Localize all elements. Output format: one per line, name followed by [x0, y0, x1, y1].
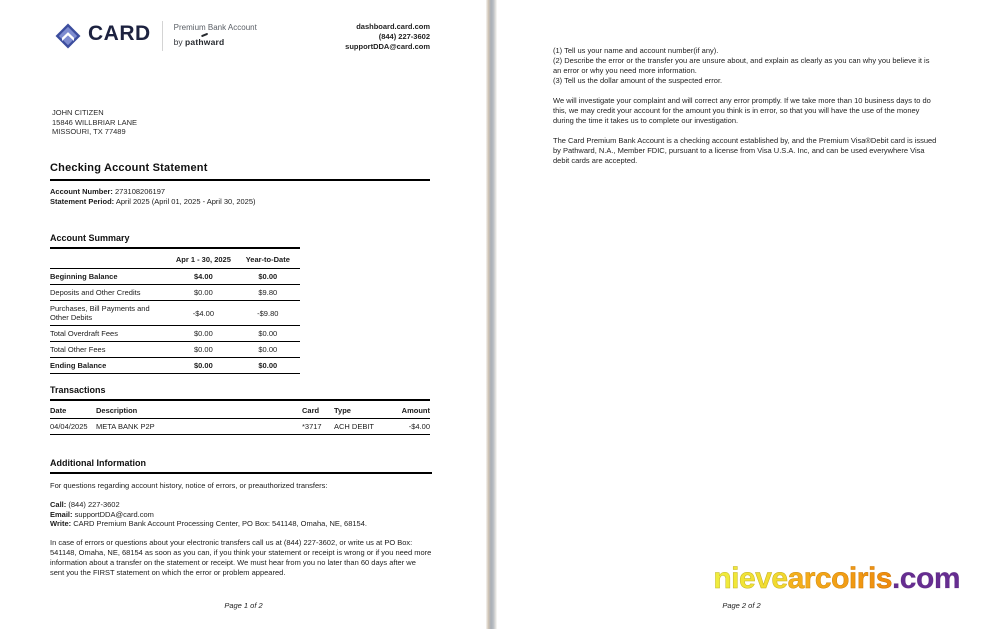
table-row [50, 285, 300, 301]
recipient-address-line1: 15846 WILLBRIAR LANE [52, 117, 138, 127]
account-number-value: 273108206197 [115, 187, 166, 196]
txn-type: ACH DEBIT [334, 419, 390, 435]
step-3: (3) Tell us the dollar amount of the suspected error. [553, 76, 723, 85]
statement-period-label: Statement Period: [50, 197, 115, 206]
recipient-address-line2: MISSOURI, TX 77489 [52, 127, 126, 137]
row-label: Purchases, Bill Payments and Other Debits [50, 301, 171, 326]
disclosure-paragraph: The Card Premium Bank Account is a checking account established by, and the Premium Visa®Debit card is issued by Pathward, N.A., Member FDIC, pursuant to a license from Visa U.S.A. Inc, and can be used everywhere Visa debit cards are accepted. [553, 136, 937, 165]
email-value: supportDDA@card.com [74, 509, 154, 519]
col-amount: Amount [390, 401, 430, 419]
watermark-part-orange: arcoiris [787, 562, 892, 595]
page-spine-divider [486, 0, 497, 629]
step-2: (2) Describe the error or the transfer you are unsure about, and explain as clearly as you can why you believe it is an error or why you need more information. [553, 56, 930, 75]
watermark-part-purple: .com [891, 562, 960, 595]
row-label: Ending Balance [50, 358, 171, 374]
col-date: Date [50, 401, 96, 419]
table-row [50, 419, 430, 435]
account-summary-section [50, 233, 300, 374]
row-ytd-value: $0.00 [236, 358, 300, 374]
row-ytd-value: $0.00 [236, 342, 300, 358]
contact-methods [50, 500, 432, 529]
product-name: Premium Bank Account [173, 23, 257, 32]
statement-title-block [50, 162, 430, 207]
issuer-email: supportDDA@card.com [345, 42, 430, 51]
statement-period-value: April 2025 (April 01, 2025 - April 30, 2025) [115, 197, 256, 206]
additional-info-heading: Additional Information [50, 458, 432, 474]
write-value: CARD Premium Bank Account Processing Center, PO Box: 541148, Omaha, NE, 68154. [73, 519, 367, 529]
row-period-value: $4.00 [171, 269, 235, 285]
step-1: (1) Tell us your name and account number(if any). [553, 46, 719, 55]
row-ytd-value: $0.00 [236, 269, 300, 285]
email-line [50, 510, 432, 520]
row-period-value: $0.00 [171, 358, 235, 374]
summary-col-period: Apr 1 - 30, 2025 [171, 249, 235, 269]
summary-header-row [50, 249, 300, 269]
card-diamond-icon [55, 23, 81, 49]
write-line [50, 519, 432, 529]
account-meta [50, 187, 430, 207]
account-summary-heading: Account Summary [50, 233, 300, 249]
row-period-value: $0.00 [171, 326, 235, 342]
page2-footer: Page 2 of 2 [722, 601, 761, 610]
account-number-line [50, 187, 430, 197]
brand-name: CARD [88, 22, 151, 45]
summary-col-empty [50, 249, 171, 269]
transactions-header-row [50, 401, 430, 419]
recipient-name: JOHN CITIZEN [52, 108, 104, 117]
call-label: Call: [50, 499, 67, 509]
statement-title: Checking Account Statement [50, 162, 430, 181]
watermark-part-yellow: nieve [713, 562, 788, 595]
table-row [50, 326, 300, 342]
txn-date: 04/04/2025 [50, 419, 96, 435]
transactions-heading: Transactions [50, 385, 430, 401]
row-label: Beginning Balance [50, 269, 171, 285]
byline-brand: pathward [185, 37, 225, 47]
additional-info-section [50, 458, 432, 577]
row-ytd-value: $9.80 [236, 285, 300, 301]
row-period-value: $0.00 [171, 342, 235, 358]
row-ytd-value: $0.00 [236, 326, 300, 342]
txn-card: *3717 [302, 419, 334, 435]
write-label: Write: [50, 519, 72, 529]
page2-text-block [553, 46, 937, 176]
card-logo [55, 21, 257, 51]
recipient-address-block [52, 108, 137, 137]
row-ytd-value: -$9.80 [236, 301, 300, 326]
transactions-section [50, 385, 430, 435]
statement-page-1 [0, 0, 487, 629]
issuer-phone: (844) 227-3602 [378, 32, 430, 41]
col-card: Card [302, 401, 334, 419]
row-period-value: -$4.00 [171, 301, 235, 326]
issuer-contact-block [345, 22, 430, 52]
call-value: (844) 227-3602 [68, 499, 120, 509]
product-block [174, 21, 257, 47]
byline-prefix: by [173, 37, 183, 47]
txn-amount: -$4.00 [390, 419, 430, 435]
row-period-value: $0.00 [171, 285, 235, 301]
additional-info-intro: For questions regarding account history, notice of errors, or preauthorized transfers: [50, 481, 328, 490]
brand-divider [162, 21, 163, 51]
page1-footer: Page 1 of 2 [224, 601, 263, 610]
error-reporting-steps [553, 46, 937, 86]
col-type: Type [334, 401, 390, 419]
row-label: Total Overdraft Fees [50, 326, 171, 342]
error-instructions-paragraph: In case of errors or questions about your electronic transfers call us at (844) 227-3602, or write us at PO Box: 541148, Omaha, NE, 68154 as soon as you can, if you think your statement or receipt is wrong or if you need more information about a transfer on the statement or receipt. We must hear from you no later than 60 days after we sent you the FIRST statement on which the error or problem appeared. [50, 538, 432, 577]
statement-page-2 [497, 0, 986, 629]
call-line [50, 500, 432, 510]
txn-description: META BANK P2P [96, 419, 302, 435]
summary-col-ytd: Year-to-Date [236, 249, 300, 269]
email-label: Email: [50, 509, 73, 519]
table-row [50, 358, 300, 374]
row-label: Total Other Fees [50, 342, 171, 358]
col-description: Description [96, 401, 302, 419]
watermark-nievearcoiris [713, 562, 960, 596]
row-label: Deposits and Other Credits [50, 285, 171, 301]
transactions-table [50, 401, 430, 435]
account-summary-table [50, 249, 300, 374]
pathward-byline [174, 37, 257, 47]
statement-period-line [50, 197, 430, 207]
issuer-website: dashboard.card.com [356, 22, 430, 31]
account-number-label: Account Number: [50, 187, 113, 196]
investigation-paragraph: We will investigate your complaint and will correct any error promptly. If we take more than 10 business days to do this, we may credit your account for the amount you think is in error, so that you will have the use of the money during the time it takes us to complete our investigation. [553, 96, 931, 125]
table-row [50, 269, 300, 285]
table-row [50, 342, 300, 358]
table-row [50, 301, 300, 326]
